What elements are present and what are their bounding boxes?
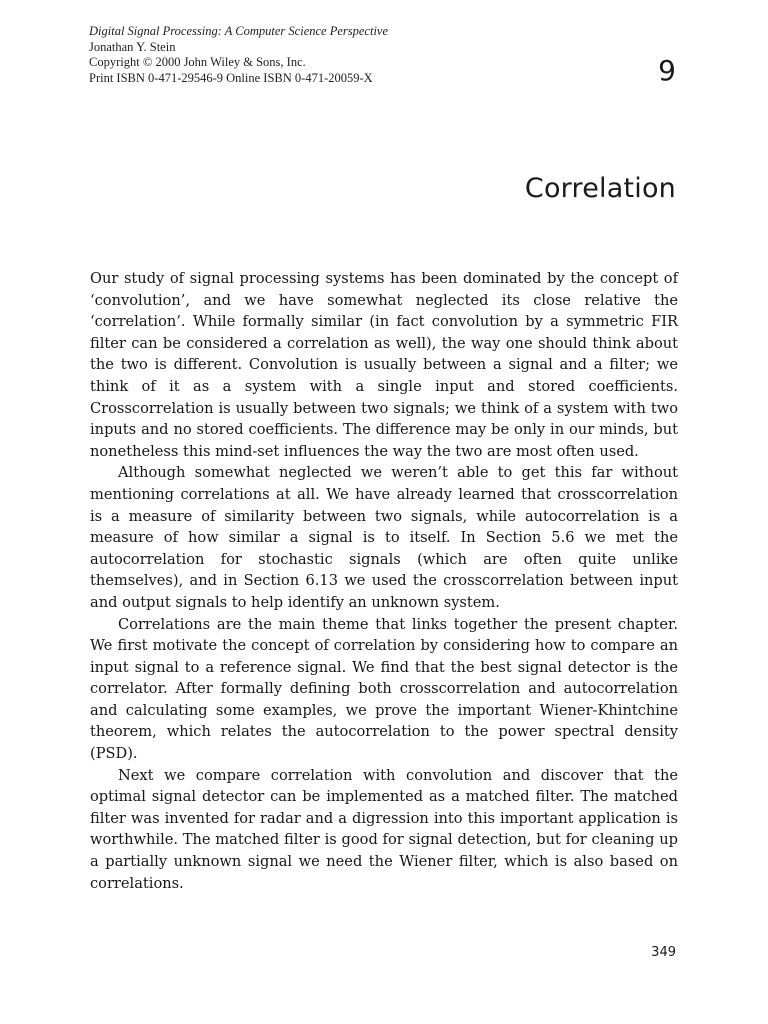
chapter-number: 9	[658, 54, 676, 87]
book-title: Digital Signal Processing: A Computer Science Perspective	[89, 24, 389, 38]
paragraph-background: Although somewhat neglected we weren’t able to get this far without mentioning correlations at all. We have already learned that crosscorrelation is a measure of similarity between two signals, while autocorrelation is a measure of how similar a signal is to itself. In Section 5.6 we met the autocorrelation for stochastic signals (which are often quite unlike themselves), and in Section 6.13 we used the crosscorrelation between input and output signals to help identify an unknown system.	[90, 464, 678, 611]
chapter-body	[90, 268, 678, 894]
copyright-notice: Copyright © 2000 John Wiley & Sons, Inc.	[89, 55, 306, 69]
author-name: Jonathan Y. Stein	[89, 39, 176, 54]
paragraph-intro: Our study of signal processing systems has been dominated by the concept of ‘convolution’, and we have somewhat neglected its close relative the ‘correlation’. While formally similar (in fact convolution by a symmetric FIR filter can be considered a correlation as well), the way one should think about the two is different. Convolution is usually between a signal and a filter; we think of it as a system with a single input and stored coefficients. Crosscorrelation is usually between two signals; we think of a system with two inputs and no stored coefficients. The difference may be only in our minds, but nonetheless this mind-set influences the way the two are most often used.	[90, 270, 678, 460]
paragraph-matched-filter: Next we compare correlation with convolution and discover that the optimal signal detector can be implemented as a matched filter. The matched filter was invented for radar and a digression into this important application is worthwhile. The matched filter is good for signal detection, but for cleaning up a partially unknown signal we need the Wiener filter, which is also based on correlations.	[90, 766, 678, 892]
page-number: 349	[651, 945, 676, 960]
isbn-line: Print ISBN 0-471-29546-9 Online ISBN 0-471-20059-X	[89, 70, 373, 85]
running-header	[89, 24, 388, 86]
chapter-title: Correlation	[524, 173, 676, 204]
paragraph-chapter-overview: Correlations are the main theme that links together the present chapter. We first motivate the concept of correlation by considering how to compare an input signal to a reference signal. We find that the best signal detector is the correlator. After formally defining both crosscorrelation and autocorrelation and calculating some examples, we prove the important Wiener-Khintchine theorem, which relates the autocorrelation to the power spectral density (PSD).	[90, 615, 678, 763]
